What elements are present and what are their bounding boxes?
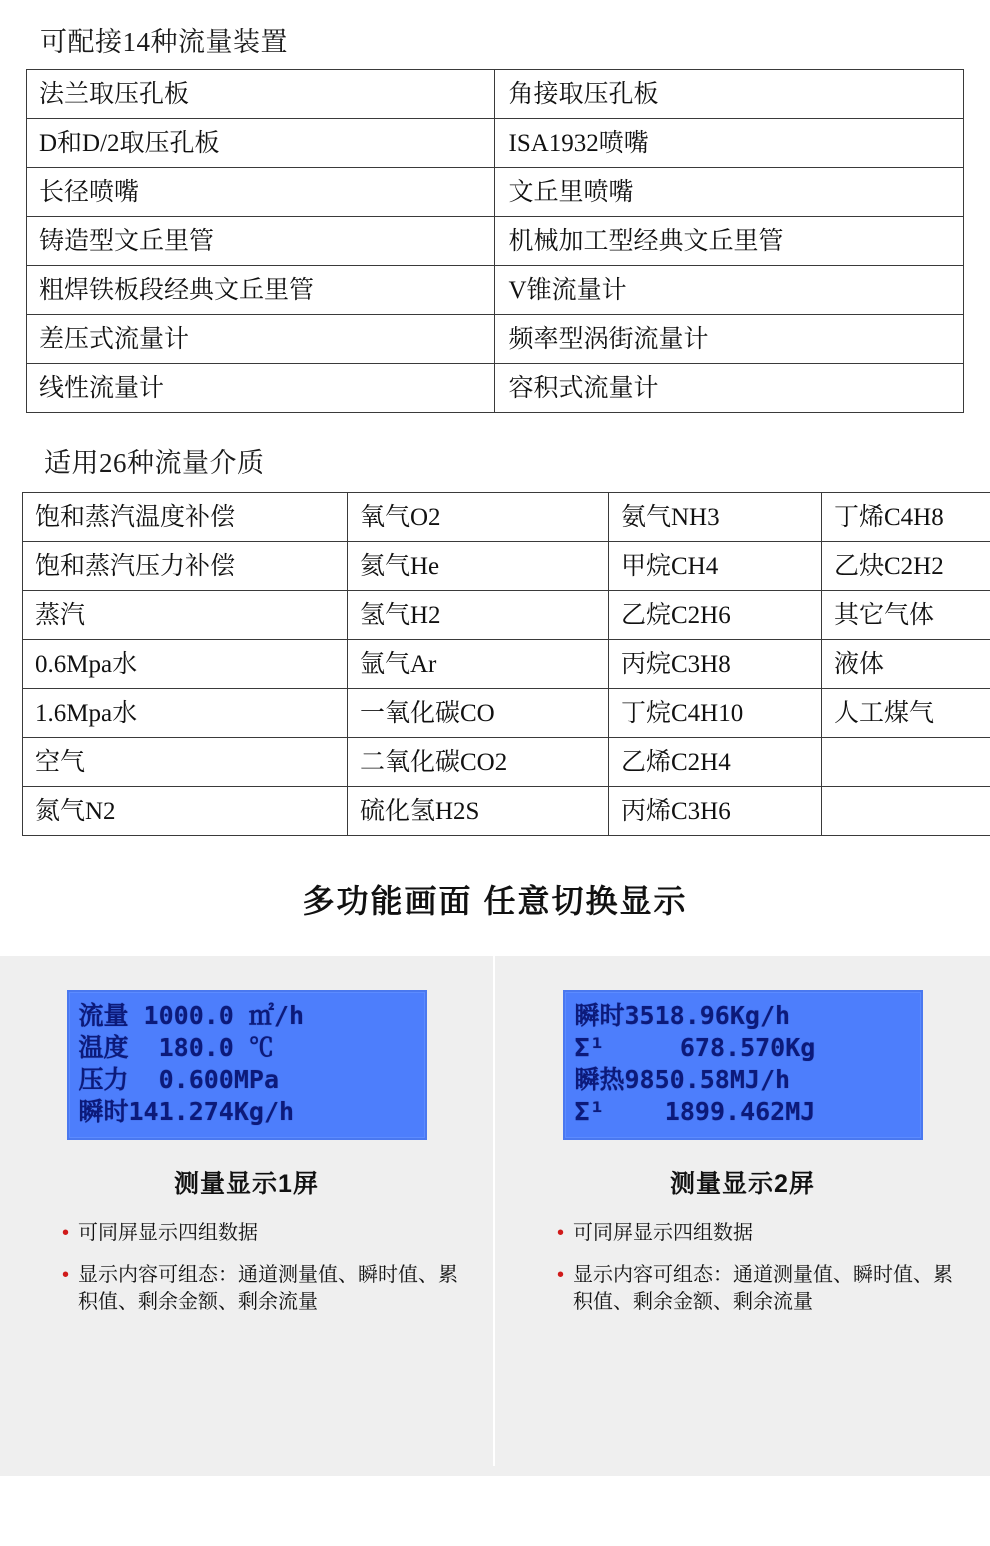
lcd-screen-2	[563, 990, 923, 1140]
media-cell: 氦气He	[348, 542, 609, 591]
media-cell: 0.6Mpa水	[23, 640, 348, 689]
media-cell: 其它气体	[822, 591, 990, 640]
list-item	[557, 1262, 966, 1317]
list-item-label: 可同屏显示四组数据	[573, 1222, 753, 1244]
list-item-label: 显示内容可组态：通道测量值、瞬时值、累积值、剩余金额、剩余流量	[573, 1263, 953, 1314]
devices-section-title: 可配接14种流量装置	[40, 27, 288, 57]
device-cell: 差压式流量计	[27, 315, 495, 364]
lcd-line: 温度 180.0 ℃	[78, 1033, 274, 1062]
media-cell: 氧气O2	[348, 493, 609, 542]
media-cell: 液体	[822, 640, 990, 689]
media-cell: 丙烯C3H6	[609, 787, 822, 836]
bullet-dot-icon: •	[62, 1222, 70, 1244]
table-row	[27, 119, 964, 168]
media-cell: 乙烯C2H4	[609, 738, 822, 787]
bullet-dot-icon: •	[62, 1263, 70, 1286]
media-cell: 氮气N2	[23, 787, 348, 836]
device-cell: D和D/2取压孔板	[27, 119, 495, 168]
device-cell: 容积式流量计	[494, 364, 963, 413]
table-row	[23, 787, 990, 836]
display-screens-section	[0, 956, 990, 1476]
table-row	[27, 168, 964, 217]
panel-caption: 测量显示1屏	[174, 1170, 319, 1198]
lcd-line: 瞬热9850.58MJ/h	[574, 1065, 791, 1094]
media-cell: 硫化氢H2S	[348, 787, 609, 836]
lcd-line: Σ¹ 1899.462MJ	[574, 1097, 816, 1126]
media-cell: 人工煤气	[822, 689, 990, 738]
table-row	[23, 738, 990, 787]
media-cell: 乙炔C2H2	[822, 542, 990, 591]
media-cell	[822, 787, 990, 836]
device-cell: 粗焊铁板段经典文丘里管	[27, 266, 495, 315]
media-cell: 二氧化碳CO2	[348, 738, 609, 787]
display-panel-2	[495, 956, 990, 1466]
media-cell: 氩气Ar	[348, 640, 609, 689]
device-cell: 频率型涡街流量计	[494, 315, 963, 364]
table-row	[23, 640, 990, 689]
device-cell: 文丘里喷嘴	[494, 168, 963, 217]
device-cell: 线性流量计	[27, 364, 495, 413]
list-item	[557, 1220, 966, 1248]
list-item	[62, 1262, 469, 1317]
table-row	[27, 364, 964, 413]
device-cell: 机械加工型经典文丘里管	[494, 217, 963, 266]
lcd-line: 瞬时3518.96Kg/h	[574, 1001, 791, 1030]
media-cell: 蒸汽	[23, 591, 348, 640]
lcd-line: 压力 0.600MPa	[78, 1065, 280, 1094]
bullet-dot-icon: •	[557, 1263, 565, 1286]
device-cell: V锥流量计	[494, 266, 963, 315]
panel-bullet-list	[18, 1220, 475, 1317]
media-cell: 丁烷C4H10	[609, 689, 822, 738]
list-item-label: 可同屏显示四组数据	[78, 1222, 258, 1244]
media-table	[22, 492, 990, 836]
lcd-line: 流量 1000.0 ㎡/h	[78, 1001, 305, 1030]
lcd-line: 瞬时141.274Kg/h	[78, 1097, 295, 1126]
media-cell: 丙烷C3H8	[609, 640, 822, 689]
media-cell: 氨气NH3	[609, 493, 822, 542]
bullet-dot-icon: •	[557, 1222, 565, 1244]
media-cell: 1.6Mpa水	[23, 689, 348, 738]
list-item	[62, 1220, 469, 1248]
media-cell: 饱和蒸汽压力补偿	[23, 542, 348, 591]
table-row	[27, 266, 964, 315]
table-row	[23, 591, 990, 640]
display-panel-1	[0, 956, 495, 1466]
table-row	[23, 493, 990, 542]
lcd-screen-1	[67, 990, 427, 1140]
device-cell: 长径喷嘴	[27, 168, 495, 217]
media-cell: 一氧化碳CO	[348, 689, 609, 738]
panel-bullet-list	[513, 1220, 972, 1317]
devices-table	[26, 69, 964, 413]
media-cell: 空气	[23, 738, 348, 787]
media-cell: 甲烷CH4	[609, 542, 822, 591]
device-cell: ISA1932喷嘴	[494, 119, 963, 168]
media-cell: 丁烯C4H8	[822, 493, 990, 542]
table-row	[23, 689, 990, 738]
lcd-line: Σ¹ 678.570Kg	[574, 1033, 816, 1062]
device-cell: 角接取压孔板	[494, 70, 963, 119]
media-cell: 饱和蒸汽温度补偿	[23, 493, 348, 542]
device-cell: 铸造型文丘里管	[27, 217, 495, 266]
media-cell: 乙烷C2H6	[609, 591, 822, 640]
media-cell	[822, 738, 990, 787]
table-row	[27, 315, 964, 364]
panel-caption: 测量显示2屏	[670, 1170, 815, 1198]
device-cell: 法兰取压孔板	[27, 70, 495, 119]
table-row	[23, 542, 990, 591]
table-row	[27, 70, 964, 119]
media-section-title: 适用26种流量介质	[44, 448, 265, 478]
multifunction-banner: 多功能画面 任意切换显示	[302, 883, 688, 919]
media-cell: 氢气H2	[348, 591, 609, 640]
list-item-label: 显示内容可组态：通道测量值、瞬时值、累积值、剩余金额、剩余流量	[78, 1263, 458, 1314]
table-row	[27, 217, 964, 266]
